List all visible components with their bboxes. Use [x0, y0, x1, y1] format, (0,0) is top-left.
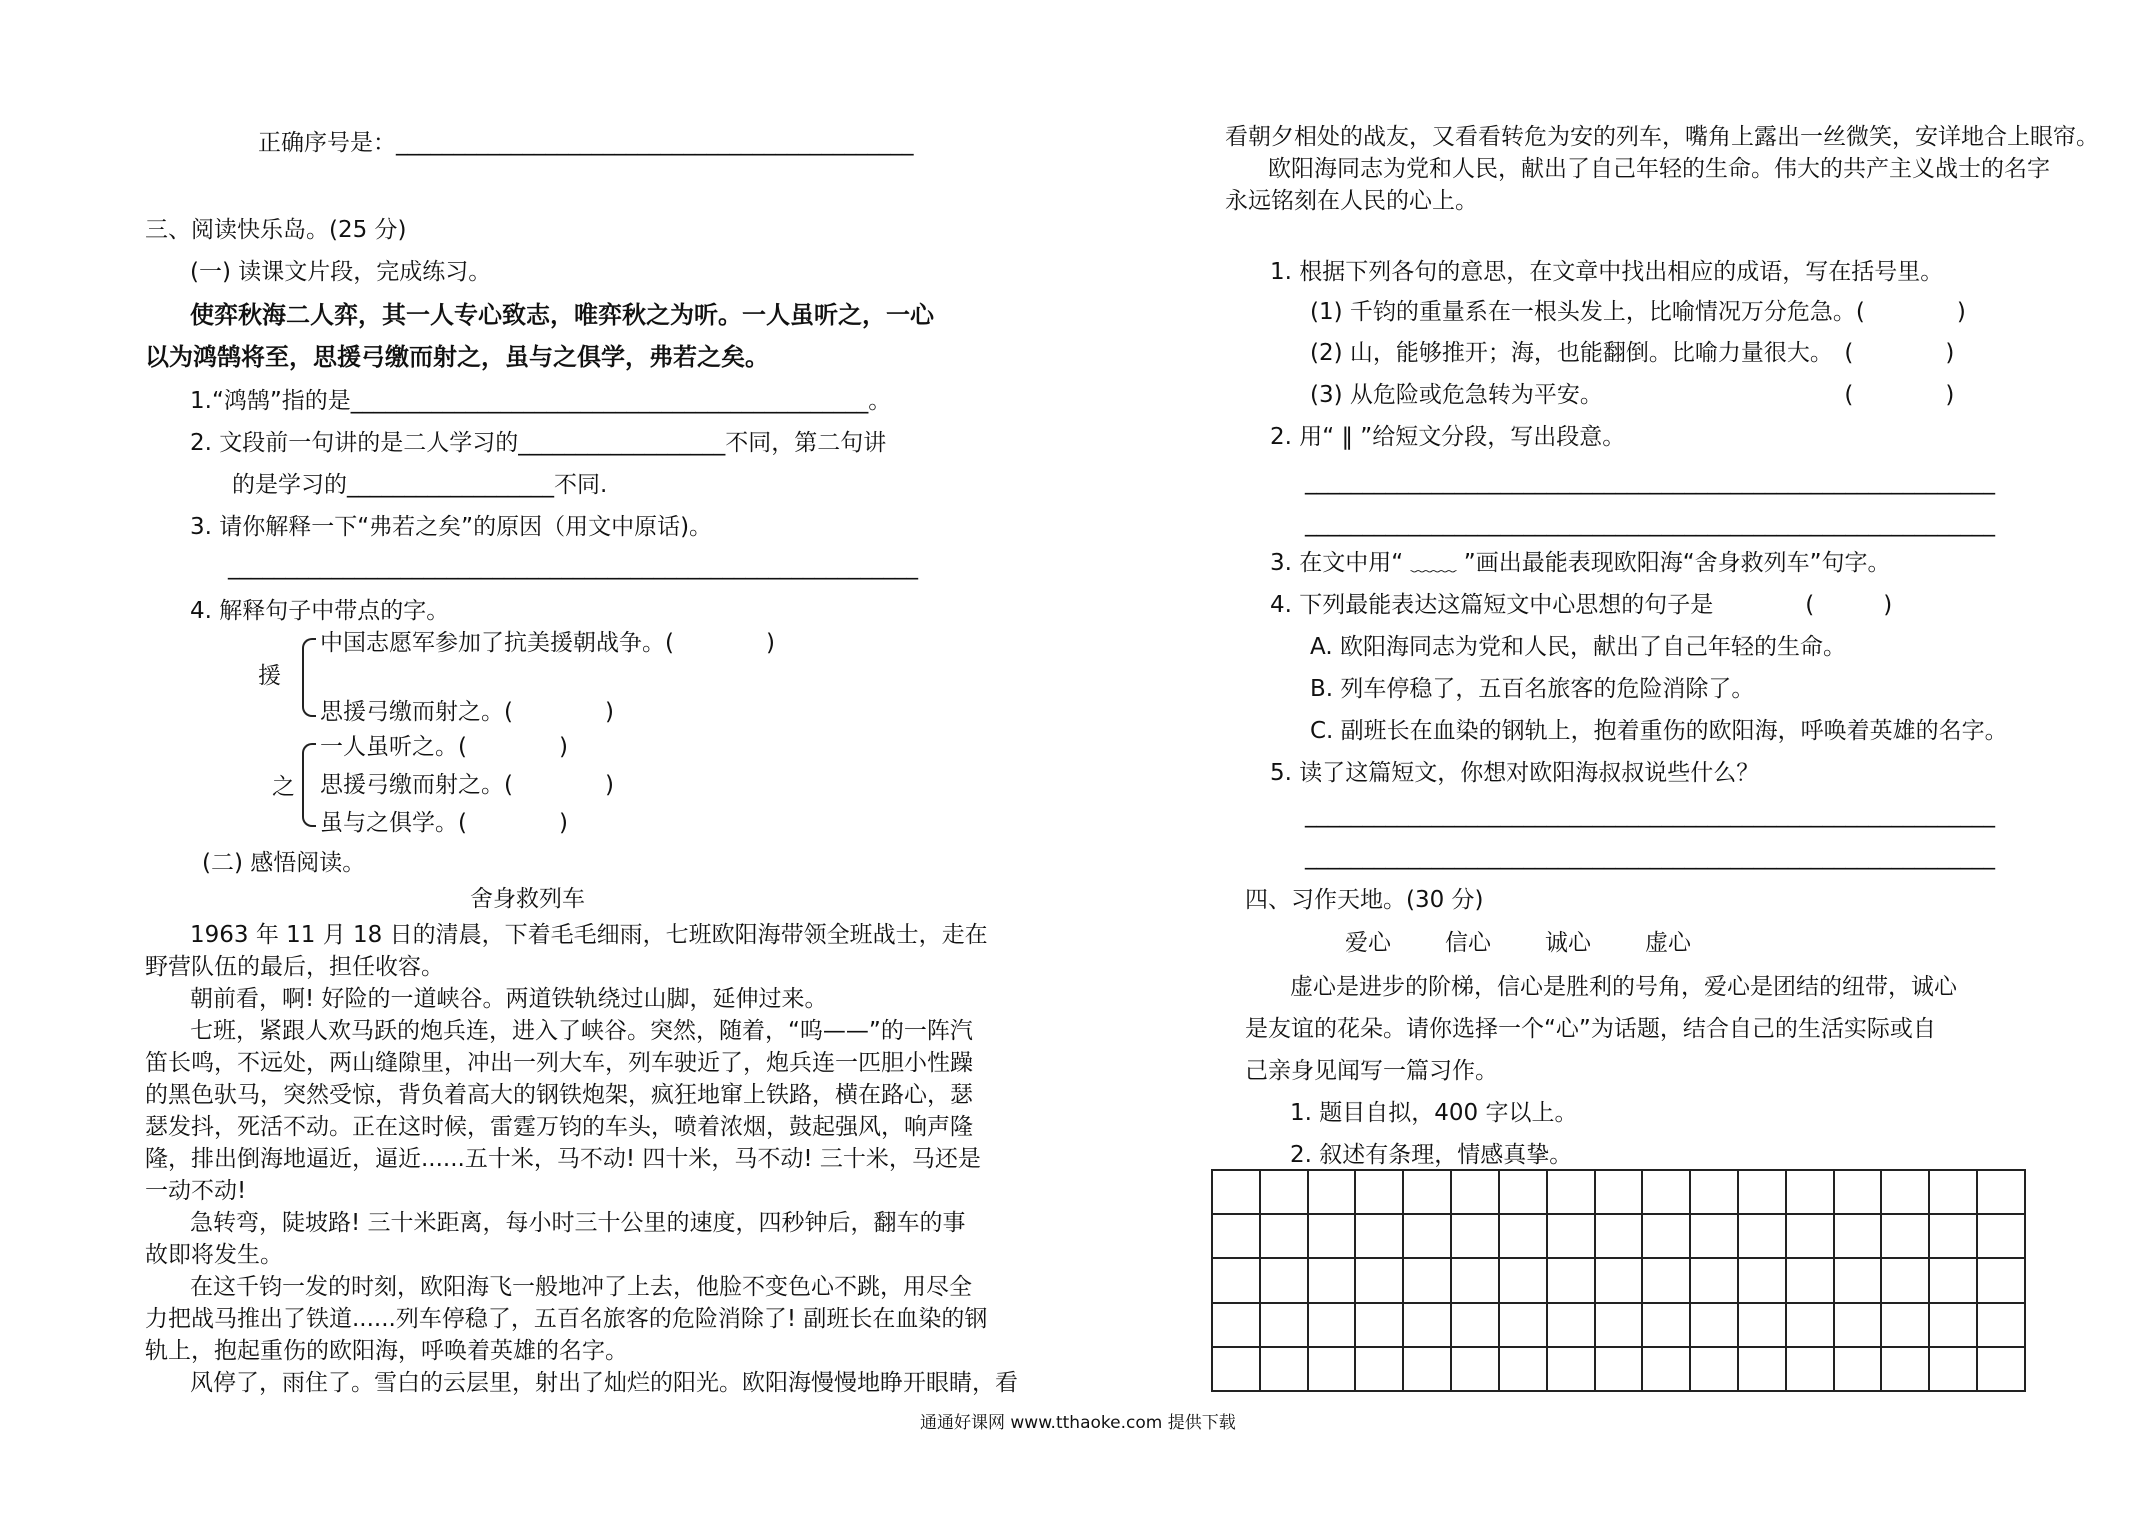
story-line: 1963 年 11 月 18 日的清晨，下着毛毛细雨，七班欧阳海带领全班战士，走在 [190, 922, 988, 948]
grid-cell [1499, 1214, 1547, 1258]
grid-cell [1403, 1258, 1451, 1302]
story-line: 急转弯，陡坡路! 三十米距离，每小时三十公里的速度，四秒钟后，翻车的事 [190, 1210, 966, 1236]
question-1: 1.“鸿鹄”指的是_____________________________________________。 [190, 388, 892, 414]
grid-cell [1786, 1347, 1834, 1391]
grid-cell [1595, 1214, 1643, 1258]
grid-cell [1403, 1347, 1451, 1391]
grid-cell [1499, 1303, 1547, 1347]
brace-zhi [302, 743, 316, 827]
story-continued-line: 看朝夕相处的战友，又看看转危为安的列车，嘴角上露出一丝微笑，安详地合上眼帘。 [1225, 124, 2099, 150]
grid-cell [1547, 1303, 1595, 1347]
grid-cell [1738, 1170, 1786, 1214]
grid-cell [1212, 1170, 1260, 1214]
right-question-4: 4. 下列最能表达这篇短文中心思想的句子是 ( ) [1270, 592, 1893, 618]
grid-cell [1451, 1214, 1499, 1258]
requirement-1: 1. 题目自拟，400 字以上。 [1290, 1100, 1578, 1126]
brace-yuan [302, 638, 316, 717]
story-line: 一动不动! [145, 1178, 247, 1204]
grid-cell [1881, 1258, 1929, 1302]
answer-line: ____________________________________________________________ [1305, 844, 1995, 870]
grid-cell [1881, 1170, 1929, 1214]
option-b: B. 列车停稳了，五百名旅客的危险消除了。 [1310, 676, 1755, 702]
topic-word: 信心 [1445, 930, 1491, 956]
answer-line: ____________________________________________________________ [1305, 511, 1995, 537]
grid-cell [1355, 1170, 1403, 1214]
zhi-item-1: 一人虽听之。( ) [320, 734, 568, 760]
story-continued-line: 欧阳海同志为党和人民，献出了自己年轻的生命。伟大的共产主义战士的名字 [1268, 156, 2050, 182]
grid-row [1212, 1347, 2025, 1391]
story-line: 朝前看，啊! 好险的一道峡谷。两道铁轨绕过山脚，延伸过来。 [190, 986, 828, 1012]
topic-word: 虚心 [1645, 930, 1691, 956]
grid-cell [1595, 1347, 1643, 1391]
grid-cell [1355, 1214, 1403, 1258]
right-question-3: 3. 在文中用“ ﹏﹏ ”画出最能表现欧阳海“舍身救列车”句字。 [1270, 550, 1891, 576]
story-continued-line: 永远铭刻在人民的心上。 [1225, 188, 1478, 214]
grid-cell [1786, 1214, 1834, 1258]
idiom-item-2: (2) 山，能够推开；海，也能翻倒。比喻力量很大。 ( ) [1310, 340, 1955, 366]
grid-cell [1929, 1347, 1977, 1391]
story-line: 瑟发抖，死活不动。正在这时候，雷霆万钧的车头，喷着浓烟，鼓起强风，响声隆 [145, 1114, 973, 1140]
idiom-item-1: (1) 千钧的重量系在一根头发上，比喻情况万分危急。( ) [1310, 299, 1966, 325]
grid-cell [1308, 1258, 1356, 1302]
story-line: 隆，排出倒海地逼近，逼近......五十米，马不动! 四十米，马不动! 三十米，马还是 [145, 1146, 981, 1172]
grid-cell [1929, 1170, 1977, 1214]
grid-cell [1642, 1214, 1690, 1258]
question-2-line-1: 2. 文段前一句讲的是二人学习的__________________不同，第二句讲 [190, 430, 887, 456]
grid-cell [1308, 1347, 1356, 1391]
grid-cell [1260, 1303, 1308, 1347]
grid-cell [1642, 1258, 1690, 1302]
grid-cell [1403, 1170, 1451, 1214]
grid-cell [1260, 1170, 1308, 1214]
grid-cell [1595, 1258, 1643, 1302]
char-yuan: 援 [258, 663, 281, 689]
section-4-title: 四、习作天地。(30 分) [1245, 887, 1484, 913]
grid-cell [1212, 1303, 1260, 1347]
zhi-item-3: 虽与之俱学。( ) [320, 810, 568, 836]
grid-row [1212, 1258, 2025, 1302]
classical-passage-line-2: 以为鸿鹄将至，思援弓缴而射之，虽与之俱学，弗若之矣。 [145, 343, 769, 371]
footer-credit: 通通好课网 www.tthaoke.com 提供下载 [920, 1413, 1236, 1433]
topic-word: 爱心 [1345, 930, 1391, 956]
yuan-item-1: 中国志愿军参加了抗美援朝战争。( ) [320, 630, 775, 656]
grid-cell [1355, 1303, 1403, 1347]
prompt-line: 虚心是进步的阶梯，信心是胜利的号角，爱心是团结的纽带，诚心 [1290, 974, 1957, 1000]
grid-cell [1212, 1258, 1260, 1302]
question-3: 3. 请你解释一下“弗若之矣”的原因（用文中原话)。 [190, 514, 713, 540]
grid-row [1212, 1303, 2025, 1347]
grid-cell [1260, 1214, 1308, 1258]
story-line: 野营队伍的最后，担任收容。 [145, 954, 444, 980]
grid-cell [1834, 1347, 1882, 1391]
grid-cell [1499, 1170, 1547, 1214]
grid-cell [1929, 1303, 1977, 1347]
grid-cell [1929, 1258, 1977, 1302]
correct-order-line: 正确序号是：_____________________________________________ [258, 130, 914, 156]
story-line: 轨上，抱起重伤的欧阳海，呼唤着英雄的名字。 [145, 1338, 628, 1364]
grid-cell [1451, 1170, 1499, 1214]
grid-cell [1308, 1170, 1356, 1214]
grid-cell [1212, 1214, 1260, 1258]
prompt-line: 己亲身见闻写一篇习作。 [1245, 1058, 1498, 1084]
story-line: 七班，紧跟人欢马跃的炮兵连，进入了峡谷。突然，随着，“呜——”的一阵汽 [190, 1018, 973, 1044]
grid-cell [1929, 1214, 1977, 1258]
yuan-item-2: 思援弓缴而射之。( ) [320, 699, 614, 725]
prompt-line: 是友谊的花朵。请你选择一个“心”为话题，结合自己的生活实际或自 [1245, 1016, 1936, 1042]
char-zhi: 之 [272, 774, 295, 800]
grid-cell [1786, 1258, 1834, 1302]
grid-cell [1547, 1170, 1595, 1214]
grid-cell [1690, 1347, 1738, 1391]
part-1-title: (一) 读课文片段，完成练习。 [190, 259, 492, 285]
right-question-5: 5. 读了这篇短文，你想对欧阳海叔叔说些什么？ [1270, 760, 1760, 786]
grid-cell [1834, 1303, 1882, 1347]
idiom-item-3: (3) 从危险或危急转为平安。 ( ) [1310, 382, 1955, 408]
grid-cell [1690, 1214, 1738, 1258]
grid-cell [1595, 1170, 1643, 1214]
option-c: C. 副班长在血染的钢轨上，抱着重伤的欧阳海，呼唤着英雄的名字。 [1310, 718, 2008, 744]
grid-cell [1977, 1170, 2025, 1214]
grid-cell [1881, 1347, 1929, 1391]
story-line: 力把战马推出了铁道......列车停稳了，五百名旅客的危险消除了! 副班长在血染的钢 [145, 1306, 988, 1332]
grid-cell [1834, 1258, 1882, 1302]
grid-cell [1403, 1303, 1451, 1347]
grid-cell [1642, 1303, 1690, 1347]
grid-cell [1642, 1347, 1690, 1391]
grid-cell [1690, 1170, 1738, 1214]
story-line: 风停了，雨住了。雪白的云层里，射出了灿烂的阳光。欧阳海慢慢地睁开眼睛，看 [190, 1370, 1018, 1396]
grid-cell [1451, 1347, 1499, 1391]
grid-cell [1451, 1258, 1499, 1302]
grid-cell [1308, 1214, 1356, 1258]
question-4: 4. 解释句子中带点的字。 [190, 598, 450, 624]
option-a: A. 欧阳海同志为党和人民，献出了自己年轻的生命。 [1310, 634, 1846, 660]
question-2-line-2: 的是学习的__________________不同. [232, 472, 608, 498]
grid-cell [1834, 1214, 1882, 1258]
grid-cell [1977, 1214, 2025, 1258]
grid-cell [1786, 1303, 1834, 1347]
grid-cell [1977, 1347, 2025, 1391]
requirement-2: 2. 叙述有条理，情感真挚。 [1290, 1142, 1573, 1168]
zhi-item-2: 思援弓缴而射之。( ) [320, 772, 614, 798]
grid-cell [1547, 1214, 1595, 1258]
grid-cell [1881, 1303, 1929, 1347]
grid-cell [1547, 1347, 1595, 1391]
topic-word: 诚心 [1545, 930, 1591, 956]
grid-cell [1451, 1303, 1499, 1347]
right-question-1: 1. 根据下列各句的意思，在文章中找出相应的成语，写在括号里。 [1270, 259, 1944, 285]
grid-cell [1260, 1258, 1308, 1302]
grid-cell [1308, 1303, 1356, 1347]
right-question-2: 2. 用“ ‖ ”给短文分段，写出段意。 [1270, 424, 1626, 450]
grid-cell [1977, 1303, 2025, 1347]
grid-cell [1977, 1258, 2025, 1302]
classical-passage-line-1: 使弈秋海二人弈，其一人专心致志，唯弈秋之为听。一人虽听之，一心 [190, 301, 934, 329]
writing-grid [1211, 1169, 2026, 1392]
grid-row [1212, 1170, 2025, 1214]
part-2-title: (二) 感悟阅读。 [202, 850, 366, 876]
grid-cell [1355, 1347, 1403, 1391]
grid-cell [1260, 1347, 1308, 1391]
grid-cell [1547, 1258, 1595, 1302]
story-line: 的黑色驮马，突然受惊，背负着高大的钢铁炮架，疯狂地窜上铁路，横在路心，瑟 [145, 1082, 973, 1108]
grid-cell [1786, 1170, 1834, 1214]
grid-cell [1499, 1258, 1547, 1302]
story-line: 在这千钧一发的时刻，欧阳海飞一般地冲了上去，他脸不变色心不跳，用尽全 [190, 1274, 972, 1300]
story-line: 故即将发生。 [145, 1242, 283, 1268]
grid-cell [1738, 1214, 1786, 1258]
grid-cell [1738, 1303, 1786, 1347]
grid-cell [1738, 1347, 1786, 1391]
answer-line: ____________________________________________________________ [1305, 469, 1995, 495]
grid-cell [1690, 1303, 1738, 1347]
grid-cell [1834, 1170, 1882, 1214]
grid-cell [1499, 1347, 1547, 1391]
story-line: 笛长鸣，不远处，两山缝隙里，冲出一列大车，列车驶近了，炮兵连一匹胆小性躁 [145, 1050, 973, 1076]
grid-cell [1642, 1170, 1690, 1214]
section-3-title: 三、阅读快乐岛。(25 分) [145, 217, 407, 243]
grid-cell [1212, 1347, 1260, 1391]
grid-cell [1738, 1258, 1786, 1302]
grid-cell [1403, 1214, 1451, 1258]
story-title: 舍身救列车 [470, 886, 585, 912]
question-3-answer-line: ____________________________________________________________ [228, 554, 918, 580]
grid-cell [1355, 1258, 1403, 1302]
answer-line: ____________________________________________________________ [1305, 802, 1995, 828]
grid-cell [1690, 1258, 1738, 1302]
grid-row [1212, 1214, 2025, 1258]
grid-cell [1595, 1303, 1643, 1347]
grid-cell [1881, 1214, 1929, 1258]
